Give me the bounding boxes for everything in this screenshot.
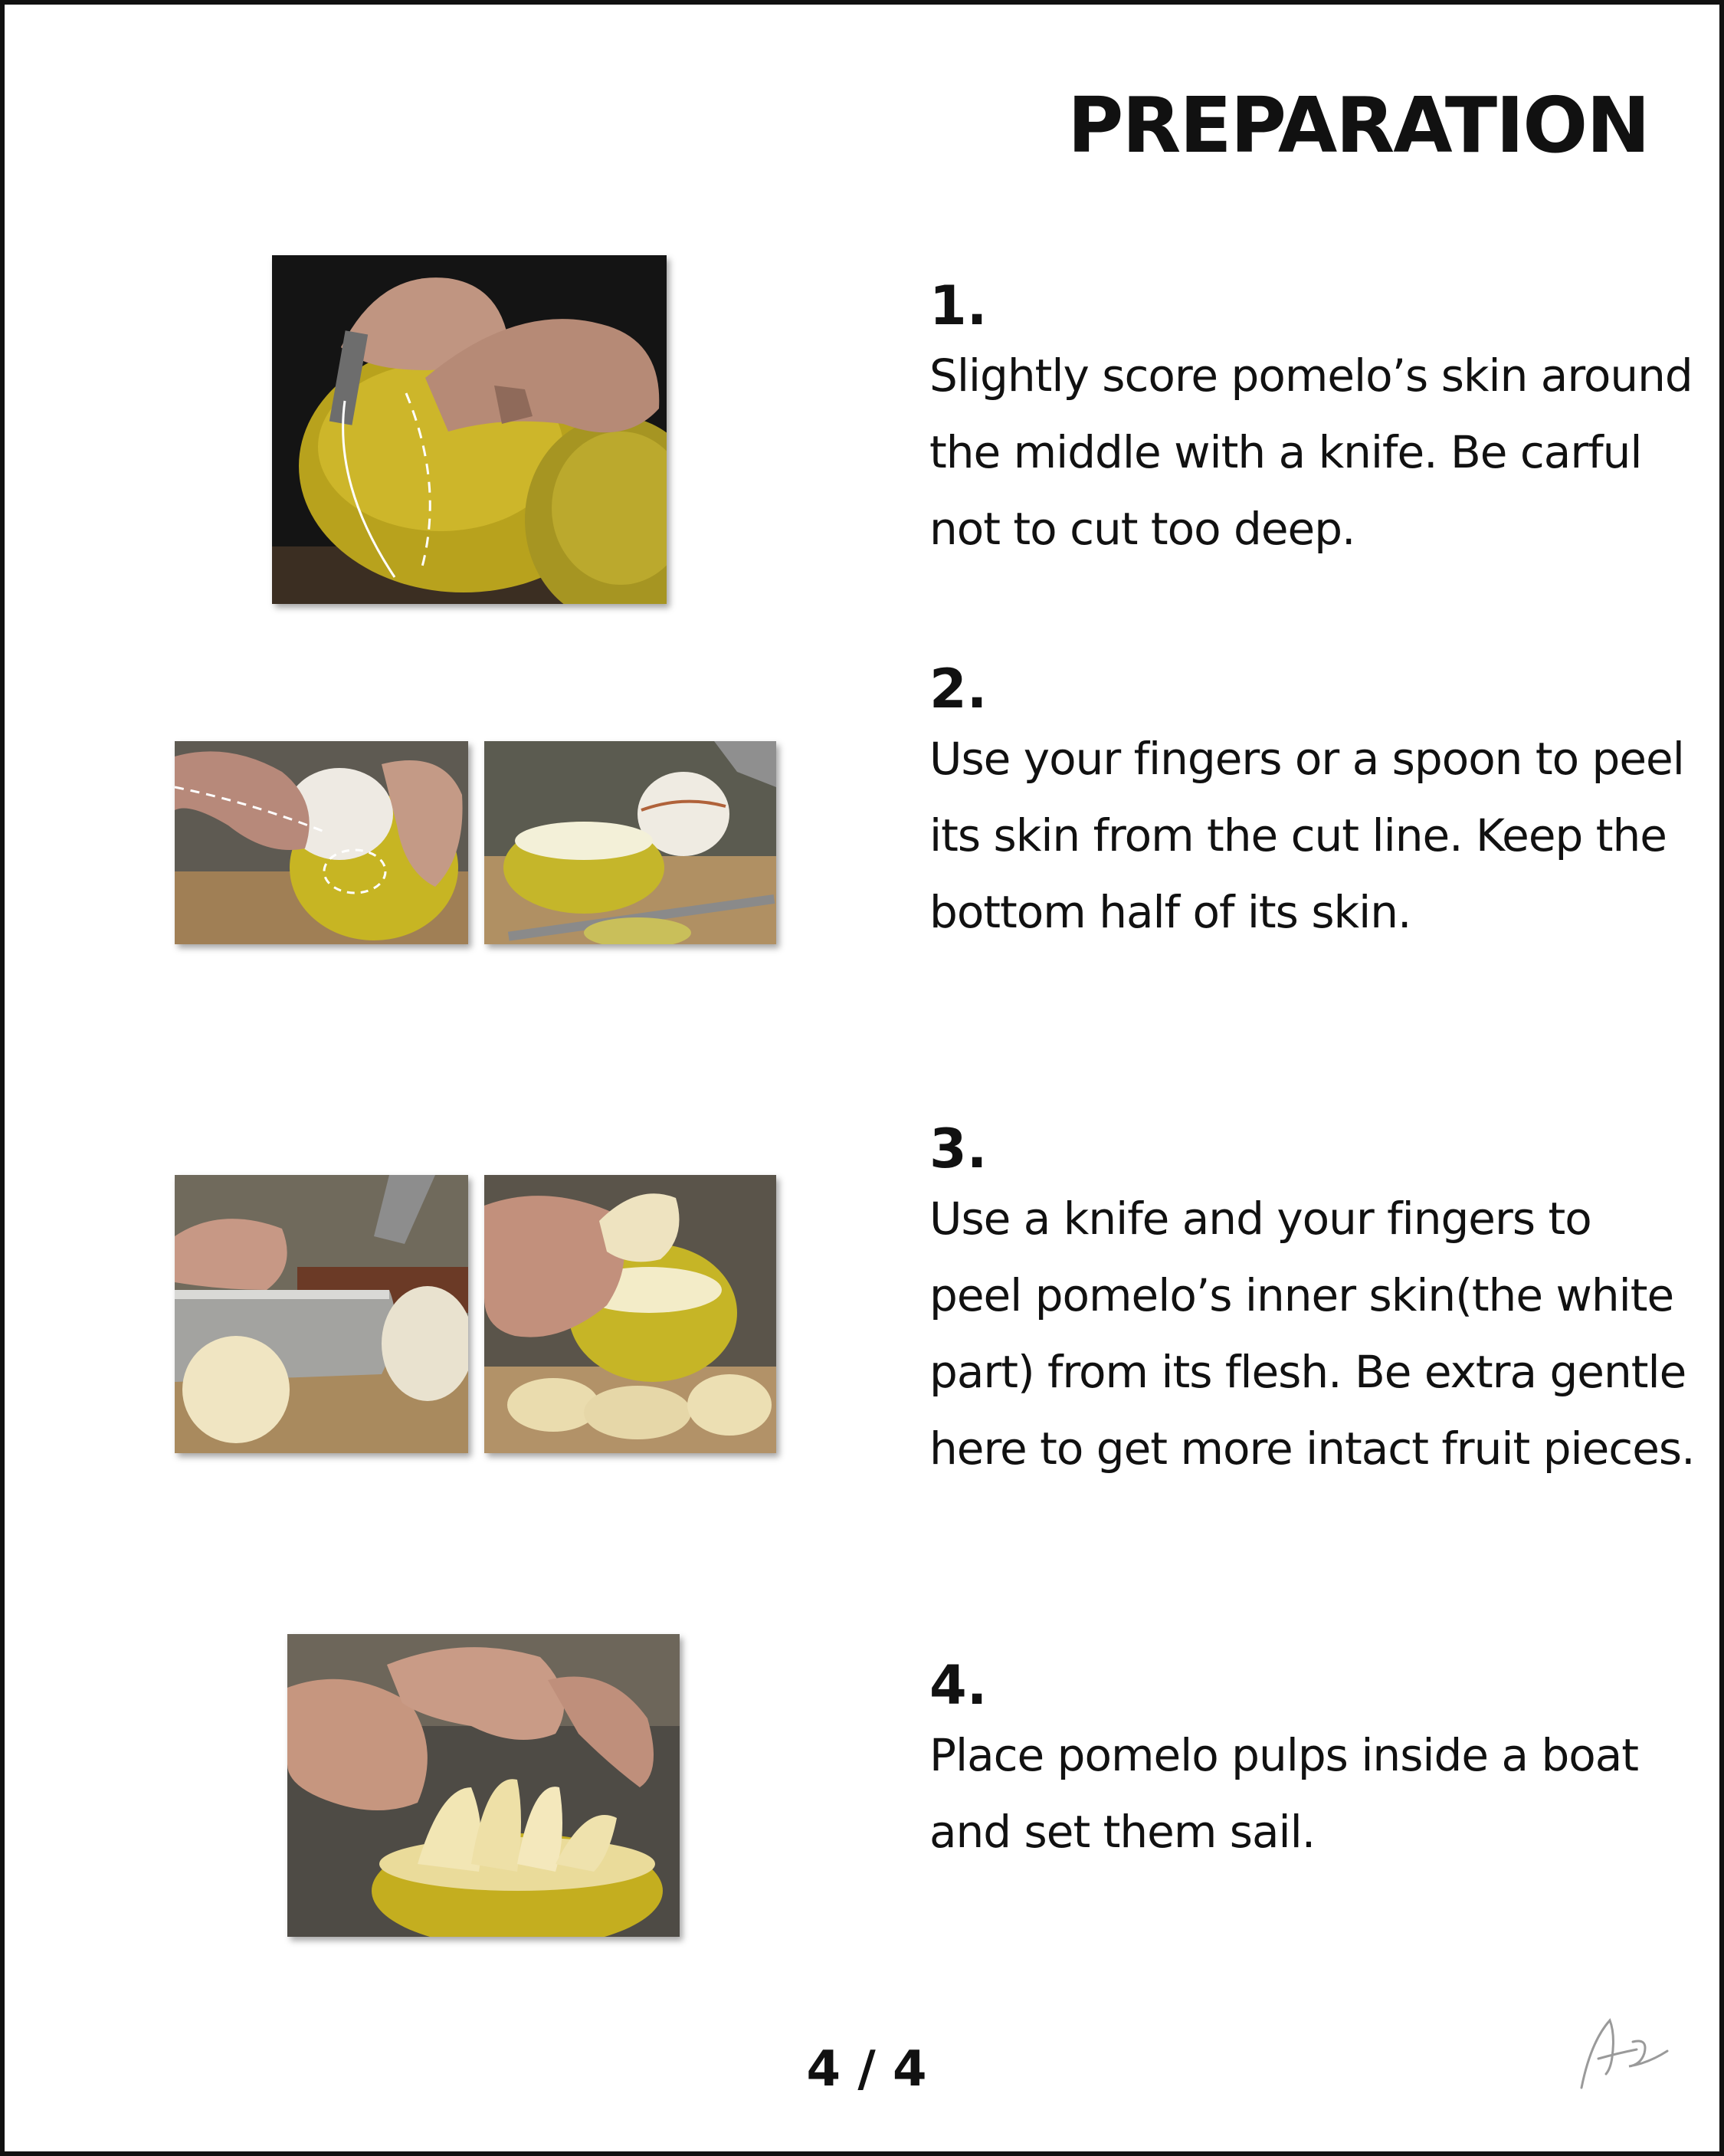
step-1 — [929, 274, 1696, 567]
step-1-photo — [272, 255, 667, 604]
page-title: PREPARATION — [1067, 80, 1649, 170]
step-2-photo-left — [175, 741, 468, 944]
peeled-pomelo-bowl-image — [484, 741, 776, 944]
step-2-number: 2. — [929, 658, 988, 720]
step-2 — [929, 658, 1696, 950]
step-3-photo-left — [175, 1175, 468, 1453]
step-4-photo — [287, 1634, 680, 1937]
step-4 — [929, 1654, 1696, 1870]
step-3-photo-right — [484, 1175, 776, 1453]
knife-scoring-pomelo-image — [272, 255, 667, 604]
knife-inner-skin-image — [175, 1175, 468, 1453]
step-1-number: 1. — [929, 274, 988, 337]
step-2-text: Use your fingers or a spoon to peel its skin from the cut line. Keep the bottom half of its skin. — [929, 733, 1684, 938]
peeling-skin-image — [175, 741, 468, 944]
step-3-text: Use a knife and your fingers to peel pomelo’s inner skin(the white part) from its flesh. Be extra gentle here to get more intact fruit pieces. — [929, 1193, 1695, 1475]
step-4-number: 4. — [929, 1654, 988, 1717]
handwritten-signature-icon — [1575, 2011, 1675, 2095]
page-indicator: 4 / 4 — [806, 2041, 927, 2098]
step-2-photo-right — [484, 741, 776, 944]
placing-pulps-image — [287, 1634, 680, 1937]
step-1-text: Slightly score pomelo’s skin around the middle with a knife. Be carful not to cut too deep. — [929, 349, 1693, 555]
separating-flesh-image — [484, 1175, 776, 1453]
step-3-number: 3. — [929, 1117, 988, 1180]
step-4-text: Place pomelo pulps inside a boat and set them sail. — [929, 1729, 1639, 1858]
step-3 — [929, 1117, 1696, 1487]
